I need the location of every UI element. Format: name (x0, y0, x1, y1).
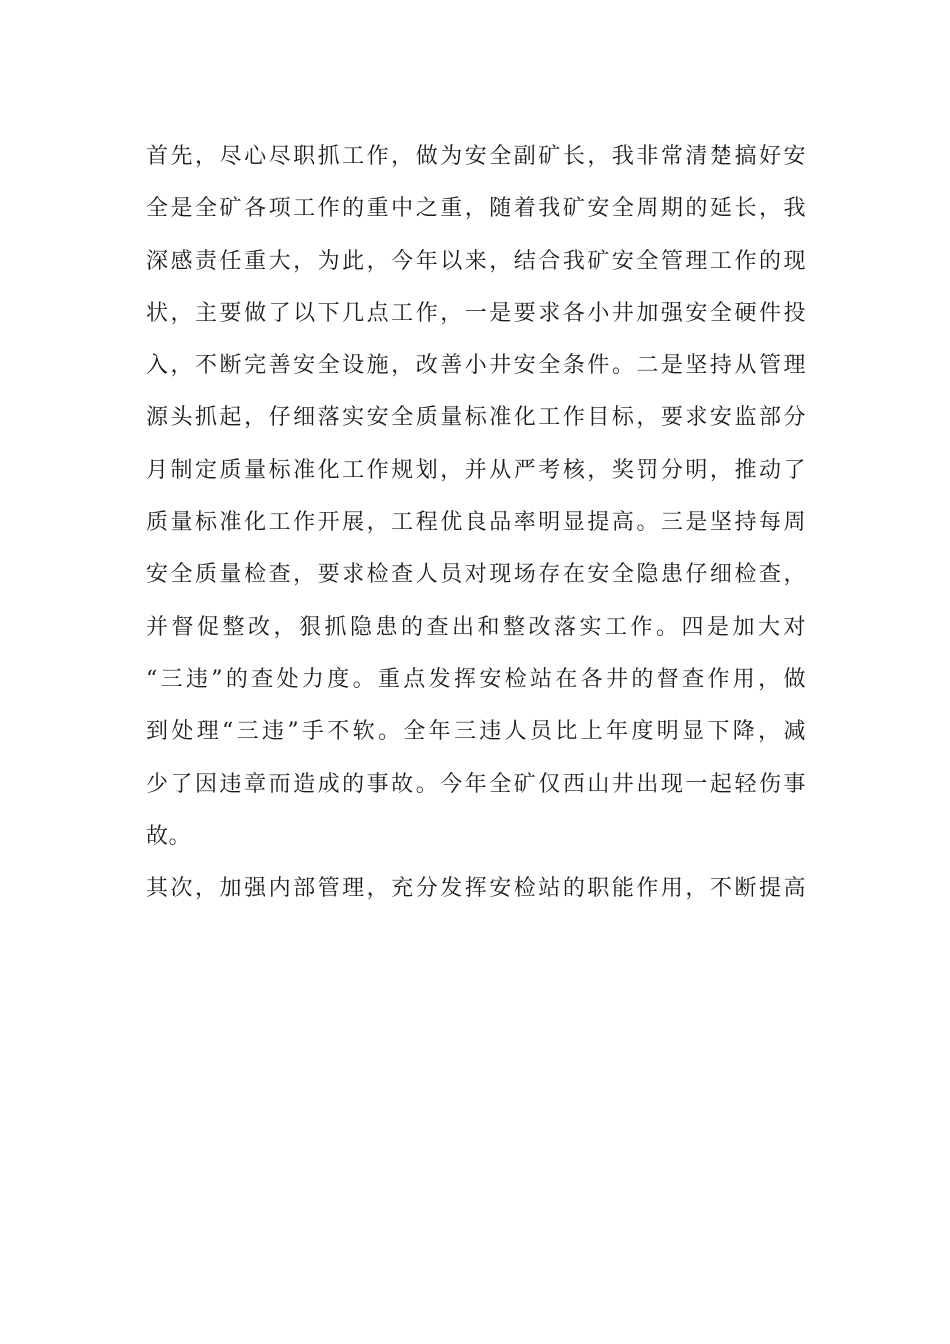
paragraph-1-line-6: 源头抓起，仔细落实安全质量标准化工作目标，要求安监部分 (146, 405, 806, 431)
paragraph-1-line-4: 状，主要做了以下几点工作，一是要求各小井加强安全硬件投 (146, 300, 806, 326)
paragraph-1-line-2: 全是全矿各项工作的重中之重，随着我矿安全周期的延长，我 (146, 196, 806, 222)
paragraph-1-line-13: 少了因违章而造成的事故。今年全矿仅西山井出现一起轻伤事 (146, 771, 806, 797)
paragraph-1-line-3: 深感责任重大，为此，今年以来，结合我矿安全管理工作的现 (146, 248, 806, 274)
paragraph-1-line-14: 故。 (146, 823, 192, 849)
paragraph-1-line-8: 质量标准化工作开展，工程优良品率明显提高。三是坚持每周 (146, 510, 806, 536)
paragraph-1-line-1: 首先，尽心尽职抓工作，做为安全副矿长，我非常清楚搞好安 (146, 144, 806, 169)
paragraph-1-line-9: 安全质量检查，要求检查人员对现场存在安全隐患仔细检查， (146, 562, 806, 588)
paragraph-1-line-12: 到处理“三违”手不软。全年三违人员比上年度明显下降，减 (146, 719, 806, 745)
paragraph-1-line-10: 并督促整改，狠抓隐患的查出和整改落实工作。四是加大对 (146, 614, 806, 640)
paragraph-1-line-5: 入，不断完善安全设施，改善小井安全条件。二是坚持从管理 (146, 353, 806, 379)
document-body (146, 131, 806, 915)
paragraph-1-line-7: 月制定质量标准化工作规划，并从严考核，奖罚分明，推动了 (146, 457, 806, 483)
paragraph-1-line-11: “三违”的查处力度。重点发挥安检站在各井的督查作用，做 (146, 666, 806, 692)
paragraph-2-line-1: 其次，加强内部管理，充分发挥安检站的职能作用，不断提高 (146, 876, 806, 902)
